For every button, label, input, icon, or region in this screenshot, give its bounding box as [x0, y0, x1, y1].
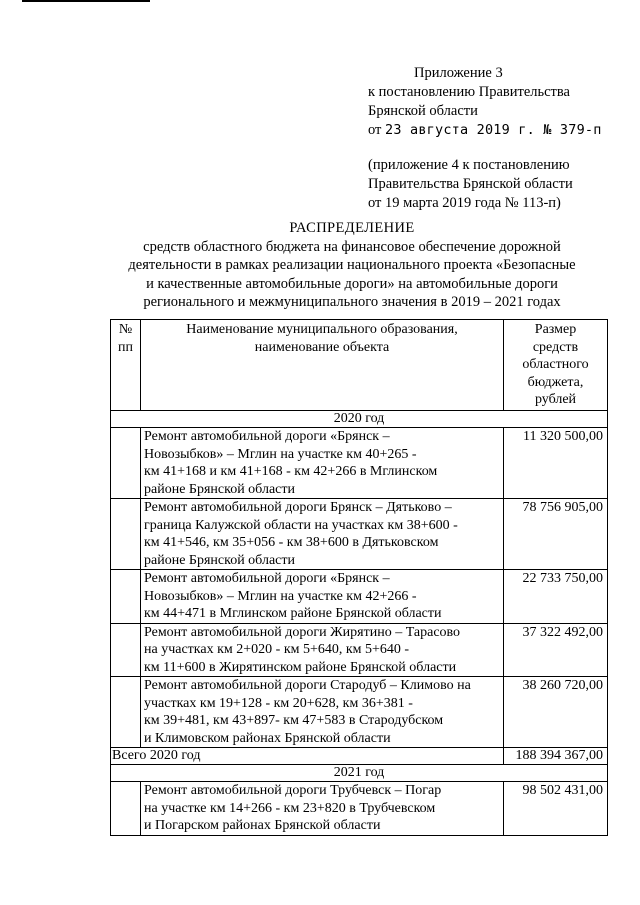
amount: 38 260 720,00 — [504, 677, 608, 748]
table-header-row — [111, 320, 608, 411]
title-line-1: средств областного бюджета на финансовое обеспечение дорожной — [143, 238, 561, 255]
object-name: Ремонт автомобильной дороги «Брянск – Новозыбков» – Мглин на участке км 40+265 - км 41+168 и км 41+168 - км 42+266 в Мглинском районе Брянской области — [141, 428, 504, 499]
amount: 11 320 500,00 — [504, 428, 608, 499]
previous-appendix-line-1: (приложение 4 к постановлению — [368, 157, 570, 173]
object-name: Ремонт автомобильной дороги Трубчевск – Погар на участке км 14+266 - км 23+820 в Трубчевском и Погарском районах Брянской области — [141, 782, 504, 836]
title-heading: РАСПРЕДЕЛЕНИЕ — [289, 220, 415, 236]
object-name: Ремонт автомобильной дороги Стародуб – Климово на участках км 19+128 - км 20+628, км 36+381 - км 39+481, км 43+897- км 47+583 в Стародубском и Климовском районах Брянской области — [141, 677, 504, 748]
date-prefix: от — [368, 122, 382, 138]
title-line-3: и качественные автомобильные дороги» на автомобильные дороги — [146, 275, 558, 292]
header-name: Наименование муниципального образования, наименование объекта — [141, 320, 504, 411]
date-stamp: 23 августа 2019 г. № 379-п — [385, 122, 602, 138]
amount: 78 756 905,00 — [504, 499, 608, 570]
table-row — [111, 623, 608, 677]
header-amount: Размер средств областного бюджета, рублей — [504, 320, 608, 411]
appendix-line-2: к постановлению Правительства — [368, 84, 570, 100]
object-name: Ремонт автомобильной дороги Брянск – Дятьково – граница Калужской области на участках км 38+600 - км 41+546, км 35+056 - км 38+600 в Дятьковском районе Брянской области — [141, 499, 504, 570]
title-line-2: деятельности в рамках реализации национального проекта «Безопасные — [128, 257, 576, 273]
year-label: 2021 год — [111, 765, 608, 782]
object-name: Ремонт автомобильной дороги Жирятино – Тарасово на участках км 2+020 - км 5+640, км 5+640 - км 11+600 в Жирятинском районе Брянской области — [141, 623, 504, 677]
total-row-2020 — [111, 748, 608, 765]
year-row-2020 — [111, 411, 608, 428]
object-name: Ремонт автомобильной дороги «Брянск – Новозыбков» – Мглин на участке км 42+266 - км 44+471 в Мглинском районе Брянской области — [141, 570, 504, 624]
year-row-2021 — [111, 765, 608, 782]
table-row — [111, 782, 608, 836]
row-number — [111, 782, 141, 836]
total-amount: 188 394 367,00 — [504, 748, 608, 765]
row-number — [111, 499, 141, 570]
table-row — [111, 499, 608, 570]
top-rule — [22, 0, 150, 2]
table-row — [111, 570, 608, 624]
appendix-block — [368, 64, 602, 213]
distribution-table — [110, 319, 608, 836]
previous-appendix-line-2: Правительства Брянской области — [368, 176, 573, 192]
appendix-line-3: Брянской области — [368, 103, 478, 119]
row-number — [111, 570, 141, 624]
amount: 37 322 492,00 — [504, 623, 608, 677]
title-line-4: регионального и межмуниципального значения в 2019 – 2021 годах — [143, 294, 561, 310]
header-number: № пп — [111, 320, 141, 411]
year-label: 2020 год — [111, 411, 608, 428]
document-title — [112, 219, 592, 312]
table-row — [111, 677, 608, 748]
amount: 22 733 750,00 — [504, 570, 608, 624]
row-number — [111, 623, 141, 677]
row-number — [111, 428, 141, 499]
appendix-title: Приложение 3 — [414, 65, 503, 81]
amount: 98 502 431,00 — [504, 782, 608, 836]
previous-appendix-line-3: от 19 марта 2019 года № 113-п) — [368, 195, 561, 211]
total-label: Всего 2020 год — [111, 748, 504, 765]
appendix-date — [368, 121, 602, 140]
row-number — [111, 677, 141, 748]
table-row — [111, 428, 608, 499]
